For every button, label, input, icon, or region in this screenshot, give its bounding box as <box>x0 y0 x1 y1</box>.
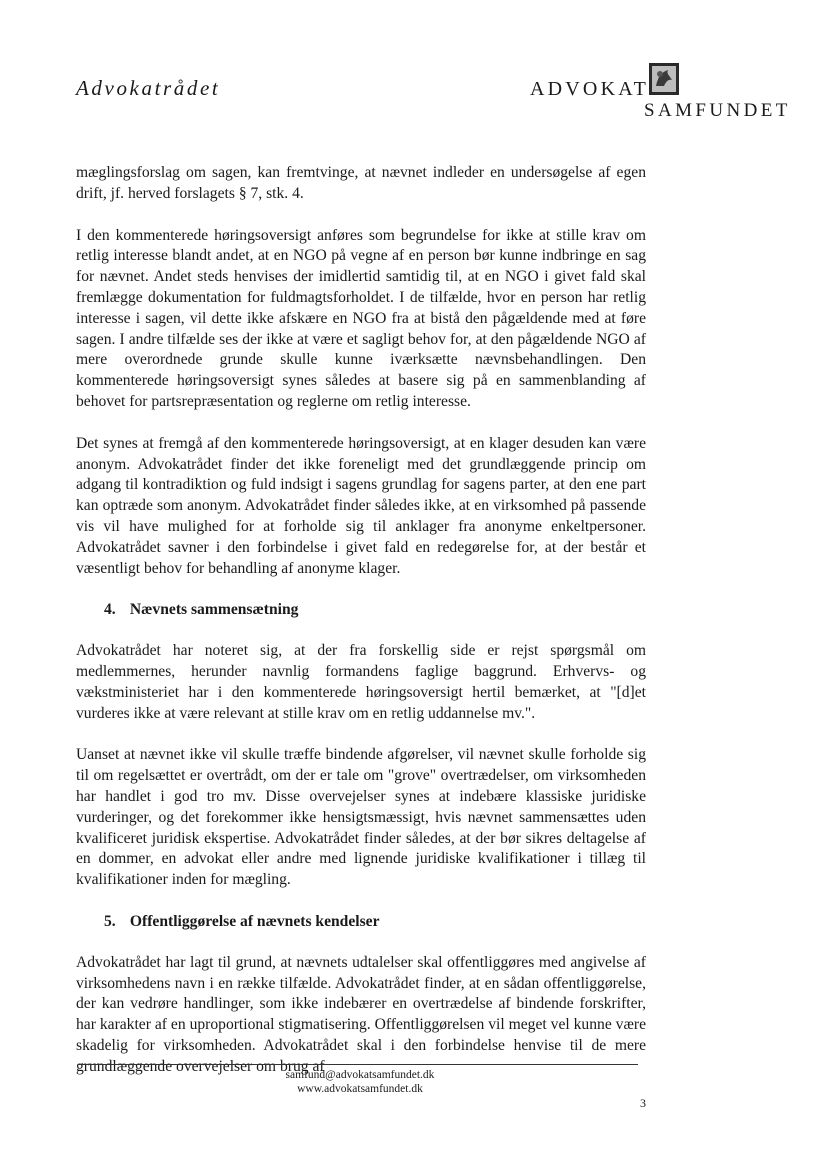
paragraph: I den kommenterede høringsoversigt anføres som begrundelse for ikke at stille krav om retlig interesse blandt andet, at en NGO på vegne af en person bør kunne indbringe en sag for nævnet. Andet steds henvises der imidlertid samtidig til, at en NGO i givet fald skal fremlægge dokumentation for fuldmagtsforholdet. I de tilfælde, hvor en person har retlig interesse i sagen, vil dette ikke afskære en NGO fra at bistå den pågældende med at føre sagen. I andre tilfælde ses der ikke at være et sagligt behov for, at den pågældende NGO af mere overordnede grunde skulle kunne iværksætte nævnsbehandlingen. Den kommenterede høringsoversigt synes således at basere sig på en sammenblanding af behovet for partsrepræsentation og reglerne om retlig interesse. <box>76 226 646 410</box>
letterhead-title: Advokatrådet <box>76 76 221 100</box>
letter-body <box>76 163 646 1098</box>
paragraph: Uanset at nævnet ikke vil skulle træffe bindende afgørelser, vil nævnet skulle forholde sig til om regelsættet er overtrådt, om der er tale om "grove" overtrædelser, om virksomheden har handlet i god tro mv. Disse overvejelser synes at indebære klassiske juridiske vurderinger, og det forekommer ikke hensigtsmæssigt, hvis nævnet sammensættes uden kvalificeret juridisk ekspertise. Advokatrådet finder således, at der bør sikres deltagelse af en dommer, en advokat eller andre med lignende juridiske kvalifikationer i tillæg til kvalifikationer inden for mægling. <box>76 746 646 889</box>
footer <box>0 1068 720 1096</box>
logo-text-advokat: ADVOKAT <box>530 78 650 100</box>
paragraph: mæglingsforslag om sagen, kan fremtvinge, at nævnet indleder en undersøgelse af egen drift, jf. herved forslagets § 7, stk. 4. <box>76 164 646 202</box>
logo-text-samfundet: SAMFUNDET <box>644 100 791 121</box>
section-number: 5. <box>104 912 116 930</box>
paragraph: Advokatrådet har lagt til grund, at nævnets udtalelser skal offentliggøres med angivelse af virksomhedens navn i en række tilfælde. Advokatrådet finder, at en sådan offentliggørelse, der kan vedrøre handlinger, som ikke indebærer en overtrædelse af bindende forskrifter, har karakter af en uproportional stigmatisering. Offentliggørelsen vil meget vel kunne være skadelig for virksomheden. Advokatrådet skal i den forbindelse henvise til de mere grundlæggende overvejelser om brug af <box>76 953 646 1075</box>
shield-emblem-icon <box>648 62 680 96</box>
section-title: Offentliggørelse af nævnets kendelser <box>129 912 380 930</box>
footer-email: samfund@advokatsamfundet.dk <box>285 1069 435 1081</box>
footer-website: www.advokatsamfundet.dk <box>297 1083 423 1095</box>
footer-divider <box>78 1064 638 1065</box>
paragraph: Advokatrådet har noteret sig, at der fra forskellig side er rejst spørgsmål om medlemmernes, herunder navnlig formandens faglige baggrund. Erhvervs- og vækstministeriet har i den kommenterede høringsoversigt hertil bemærket, at "[d]et vurderes ikke at være relevant at stille krav om en retlig uddannelse mv.". <box>76 642 646 722</box>
section-number: 4. <box>104 601 116 619</box>
paragraph: Det synes at fremgå af den kommenterede høringsoversigt, at en klager desuden kan være anonym. Advokatrådet finder det ikke foreneligt med det grundlæggende princip om adgang til kontradiktion og fuld indsigt i sagens grundlag for sagens parter, at den ene part kan optræde som anonym. Advokatrådet finder således ikke, at en virksomhed på passende vis vil have mulighed for at forholde sig til anklager fra anonyme enkeltpersoner. Advokatrådet savner i den forbindelse i givet fald en redegørelse for, at der består et væsentligt behov for behandling af anonyme klager. <box>76 434 646 577</box>
section-heading-5 <box>104 912 646 933</box>
section-title: Nævnets sammensætning <box>129 601 299 619</box>
advokatsamfundet-logo <box>530 62 792 122</box>
page-number: 3 <box>640 1096 646 1110</box>
section-heading-4 <box>104 600 646 621</box>
